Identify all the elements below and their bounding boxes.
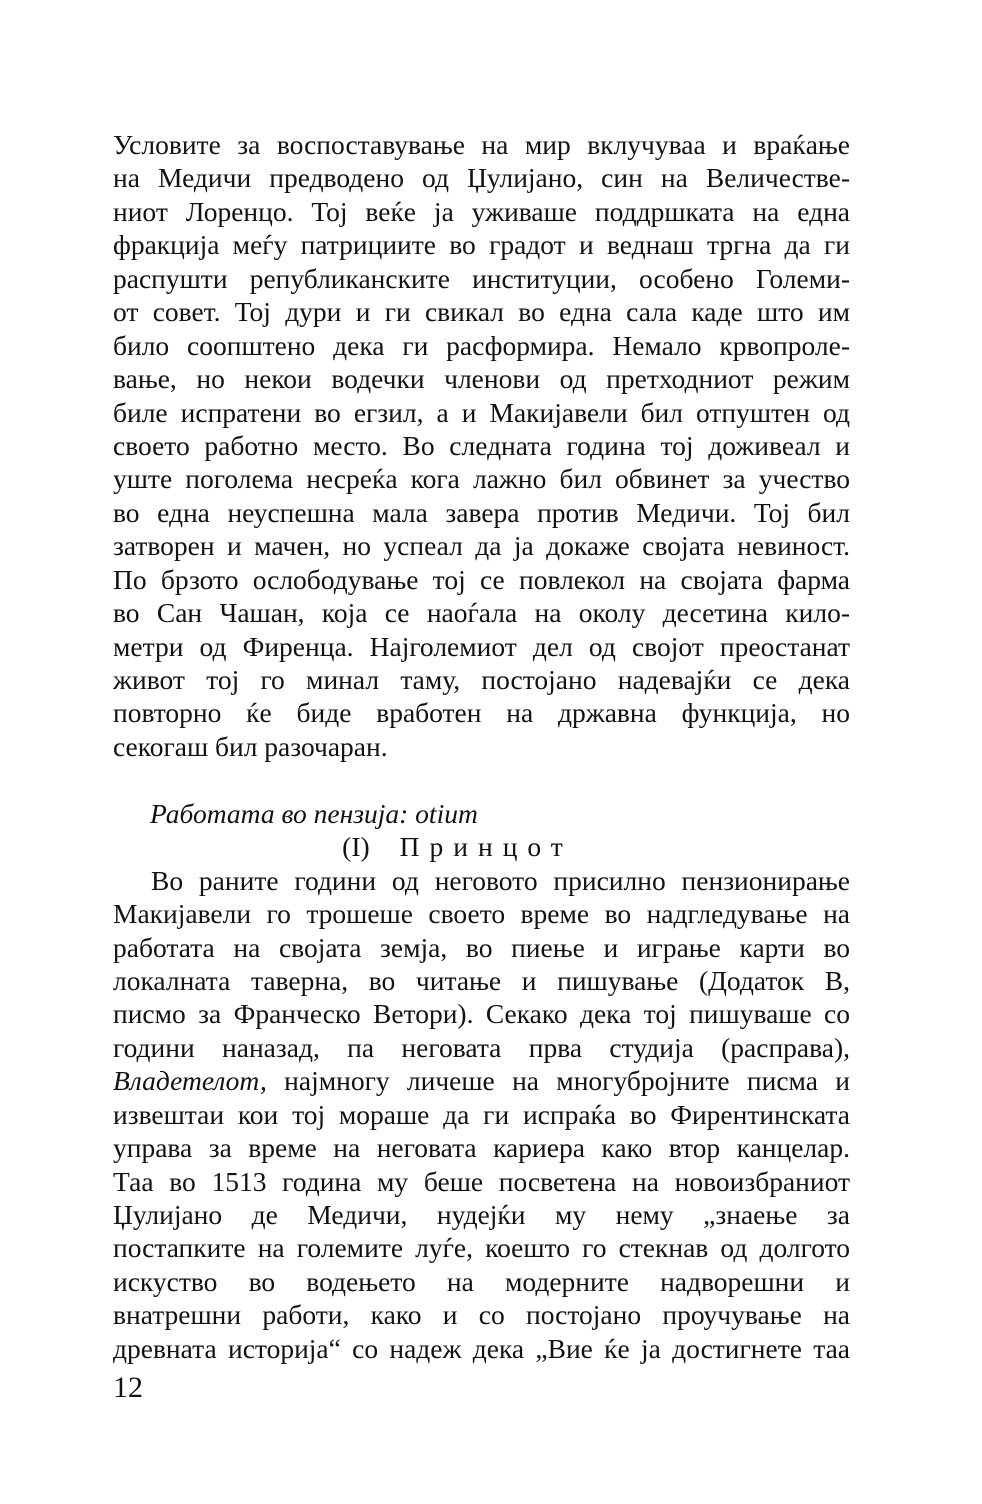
- section-subheading: [113, 830, 850, 863]
- text-line: години наназад, па неговата прва студија (расправа),: [113, 1031, 850, 1063]
- text-line: затворен и мачен, но успеал да ја докаже својата невиност.: [113, 530, 850, 562]
- text-line: биле испратени во егзил, а и Макијавели бил отпуштен од: [113, 396, 850, 428]
- text-line: уште поголема несреќа кога лажно бил обвинет за учество: [113, 463, 850, 495]
- section-title: Принцот: [399, 831, 573, 863]
- text-line: управа за време на неговата кариера како втор канцелар.: [113, 1132, 850, 1164]
- text-line: живот тој го минал таму, постојано надевајќи се дека: [113, 664, 850, 695]
- text-line: Во раните години од неговото присилно пензионирање: [151, 864, 850, 896]
- text-line: По брзото ослободување тој се повлекол на својата фарма: [113, 563, 850, 595]
- text-line: локалната таверна, во читање и пишување (Додаток В,: [113, 964, 850, 996]
- text-line: постапките на големите луѓе, коешто го стекнав од долгото: [113, 1232, 850, 1264]
- text-line: Макијавели го трошеше своето време во надгледување на: [113, 898, 850, 930]
- text-line: на Медичи предводено од Џулијано, син на Величестве-: [113, 162, 850, 194]
- text-line: искуство во водењето на модерните надворешни и: [113, 1265, 850, 1297]
- text-block: [113, 128, 850, 1365]
- book-title-italic: Владетелот,: [113, 1065, 267, 1097]
- text-line: повторно ќе биде вработен на државна функција, но: [113, 697, 850, 729]
- section-numeral: (I): [342, 831, 370, 863]
- text-line: било соопштено дека ги расформира. Немало крвопроле-: [113, 329, 850, 361]
- text-line: писмо за Франческо Ветори). Секако дека тој пишуваше со: [113, 998, 850, 1030]
- text-line: Таа во 1513 година му беше посветена на новоизбраниот: [113, 1165, 850, 1197]
- text-line: ниот Лоренцо. Тој веќе ја уживаше поддршката на една: [113, 195, 850, 227]
- text-line: Условите за воспоставување на мир вклучуваа и враќање: [113, 129, 850, 160]
- text-line: от совет. Тој дури и ги свикал во една сала каде што им: [113, 296, 850, 328]
- blank-line: [113, 763, 850, 796]
- text-line: метри од Фиренца. Најголемиот дел од својот преостанат: [113, 630, 850, 662]
- text-line: вање, но некои водечки членови од претходниот режим: [113, 363, 850, 395]
- text-line: извештаи кои тој мораше да ги испраќа во Фирентинската: [113, 1098, 850, 1130]
- text-line: во Сан Чашан, која се наоѓала на околу десетина кило-: [113, 597, 850, 629]
- paragraph-2: [113, 864, 850, 1366]
- section-heading: Работата во пензија: otium: [150, 797, 478, 829]
- text-line: во една неуспешна мала завера против Медичи. Тој бил: [113, 496, 850, 528]
- text-line: древната историја“ со надеж дека „Вие ќе ја достигнете таа: [113, 1332, 850, 1364]
- text-line: Џулијано де Медичи, нудејќи му нему „знаење за: [113, 1199, 850, 1230]
- text-line: работата на својата земја, во пиење и играње карти во: [113, 931, 850, 963]
- text-line: распушти републиканските институции, особено Големи-: [113, 262, 850, 294]
- page-number: 12: [113, 1371, 143, 1404]
- text-line: внатрешни работи, како и со постојано проучување на: [113, 1299, 850, 1331]
- paragraph-1: [113, 128, 850, 763]
- text-line: своето работно место. Во следната година тој доживеал и: [113, 429, 850, 461]
- text-line: [113, 1064, 850, 1097]
- text-run: најмногу личеше на многубројните писма и: [266, 1065, 850, 1097]
- text-line: секогаш бил разочаран.: [113, 730, 388, 762]
- text-line: фракција меѓу патрициите во градот и веднаш тргна да ги: [113, 229, 850, 261]
